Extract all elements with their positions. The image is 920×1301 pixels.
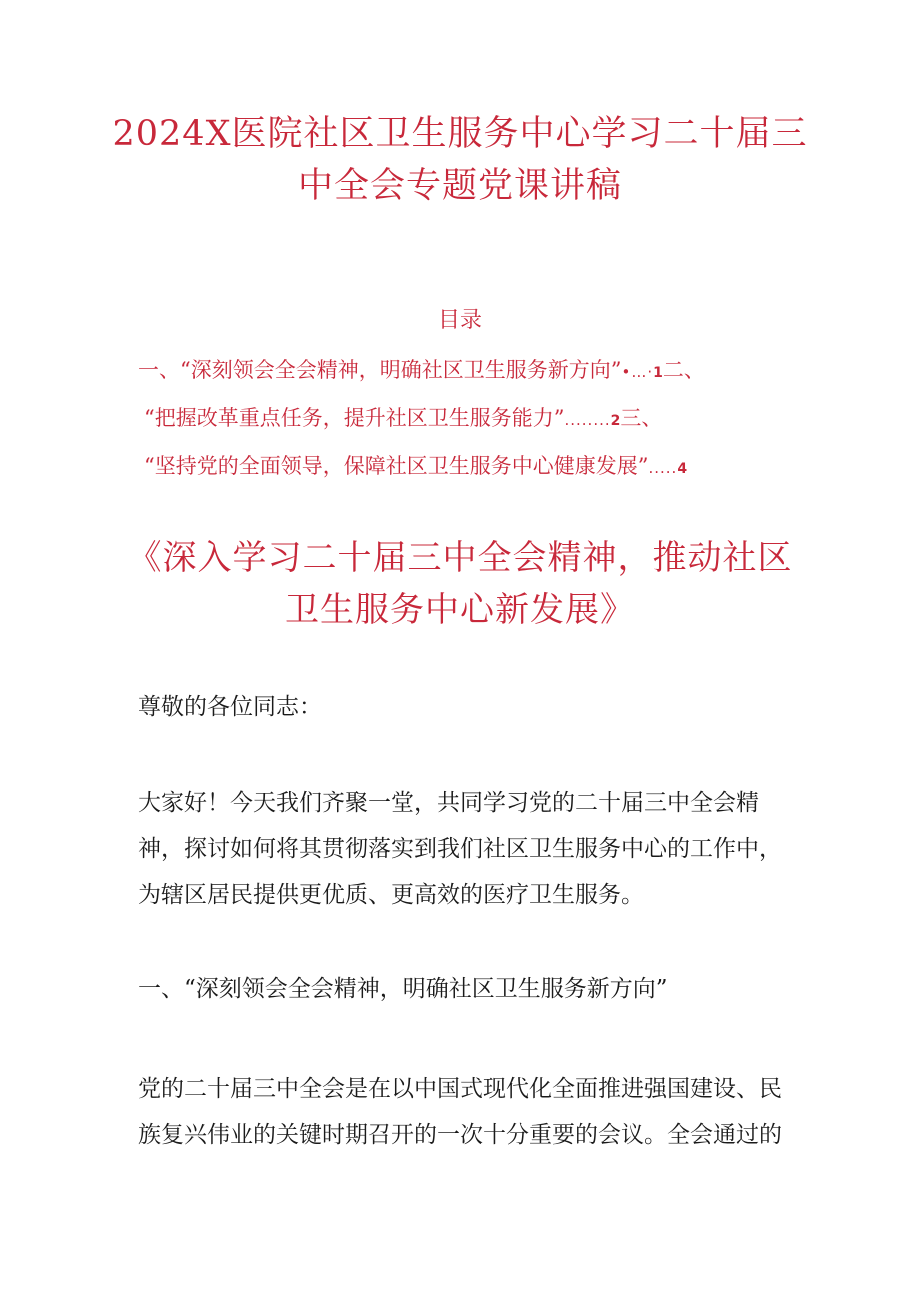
toc-entry-3-leader: ..... [648,459,678,477]
document-title [60,108,860,212]
section-1-paragraph: 党的二十届三中全会是在以中国式现代化全面推进强国建设、民族复兴伟业的关键时期召开的一次十分重要的会议。全会通过的 [138,1076,782,1148]
toc-entry-3-text: “坚持党的全面领导，保障社区卫生服务中心健康发展” [144,454,649,478]
toc-entry-3[interactable] [138,444,818,492]
toc-entry-1[interactable] [138,348,818,396]
document-title-line2: 中全会专题党课讲稿 [297,166,622,206]
toc-entry-1-leader: •…· [621,363,654,381]
toc-entry-2-leader: ........ [564,411,611,429]
toc-entry-1-text: 一、“深刻领会全会精神，明确社区卫生服务新方向” [138,358,622,382]
speech-title-line2: 卫生服务中心新发展》 [285,590,635,630]
speech-title [60,532,860,636]
table-of-contents [138,348,818,492]
toc-entry-3-page: 4 [677,461,688,477]
salutation: 尊敬的各位同志： [138,694,322,720]
toc-entry-1-page: 1 [653,365,663,381]
toc-entry-3-prefix: 三、 [620,406,663,430]
toc-entry-2[interactable] [138,396,818,444]
toc-entry-2-prefix: 二、 [662,358,705,382]
toc-entry-2-text: “把握改革重点任务，提升社区卫生服务能力” [144,406,565,430]
opening-paragraph: 大家好！今天我们齐聚一堂，共同学习党的二十届三中全会精神，探讨如何将其贯彻落实到我们社区卫生服务中心的工作中，为辖区居民提供更优质、更高效的医疗卫生服务。 [138,790,782,908]
document-title-line1: 2024X医院社区卫生服务中心学习二十届三 [112,114,808,154]
section-1-heading: 一、“深刻领会全会精神，明确社区卫生服务新方向” [138,976,668,1002]
toc-entry-2-page: 2 [610,413,621,429]
toc-heading: 目录 [437,308,482,333]
speech-title-line1: 《深入学习二十届三中全会精神，推动社区 [127,538,793,578]
